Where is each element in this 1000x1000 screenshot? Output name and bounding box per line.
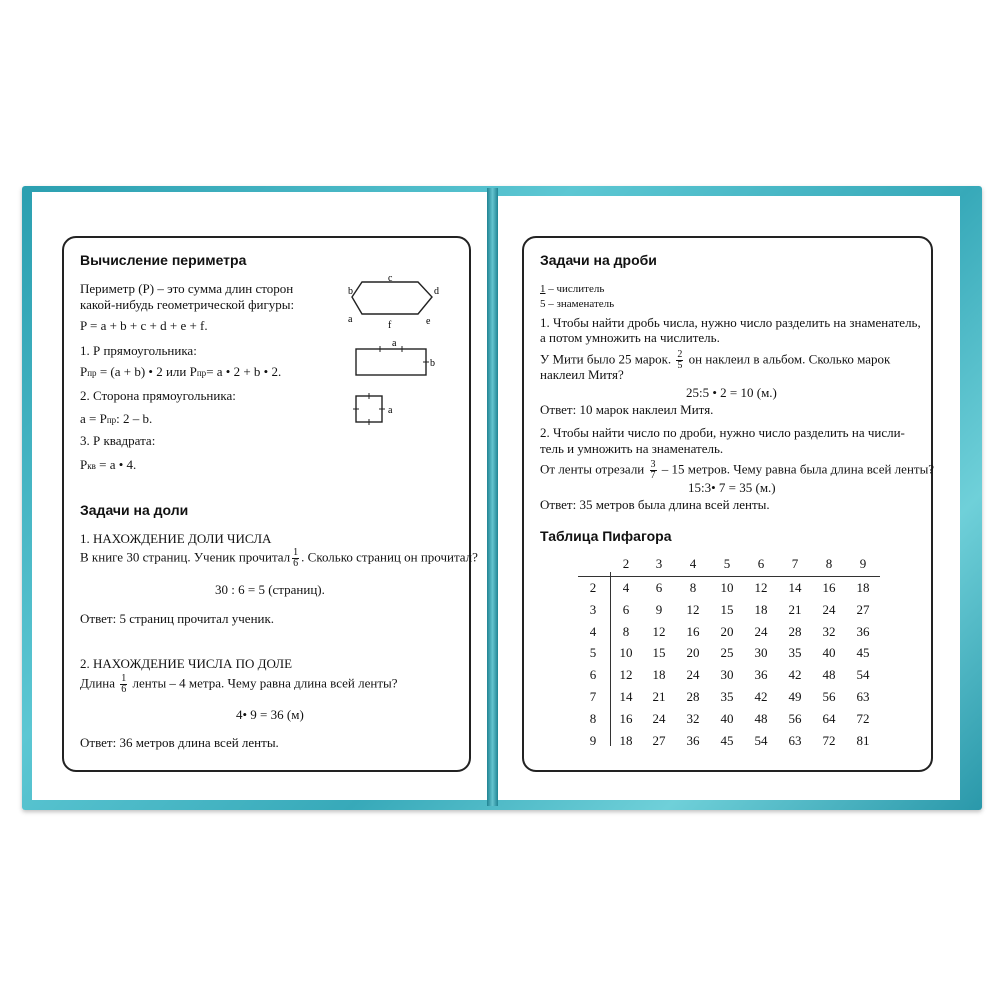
table-cell: 8 <box>622 623 630 639</box>
table-cell: 18 <box>856 580 870 595</box>
table-header-cell: 6 <box>757 556 765 571</box>
square-figure <box>350 392 400 428</box>
table-cell: 32 <box>822 623 836 639</box>
hex-label-b: b <box>348 286 353 297</box>
hex-label-c: c <box>388 273 393 284</box>
shares-section1-answer: Ответ: 5 страниц прочитал ученик. <box>80 611 275 626</box>
table-cell: 45 <box>720 732 734 748</box>
hex-label-e: e <box>426 316 431 327</box>
table-cell: 40 <box>720 710 734 726</box>
table-cell: 15 <box>720 601 734 617</box>
table-cell: 30 <box>754 645 768 661</box>
shares-section2-heading: 2. НАХОЖДЕНИЕ ЧИСЛА ПО ДОЛЕ <box>80 656 293 671</box>
table-cell: 28 <box>686 689 700 704</box>
table-cell: 25 <box>720 645 734 661</box>
table-cell: 9 <box>655 601 663 617</box>
shares-section2-answer: Ответ: 36 метров длина всей ленты. <box>80 735 279 750</box>
pythagoras-table <box>578 556 883 751</box>
table-row-header-cell: 9 <box>589 732 597 748</box>
example2-answer: Ответ: 35 метров была длина всей ленты. <box>540 497 770 512</box>
table-header-cell: 7 <box>791 556 799 571</box>
table-cell: 12 <box>652 623 666 639</box>
table-cell: 81 <box>856 732 870 748</box>
table-cell: 16 <box>619 710 633 726</box>
table-cell: 42 <box>788 667 802 683</box>
table-cell: 12 <box>754 580 768 595</box>
table-row-header-cell: 4 <box>589 623 597 639</box>
rule1-line1: 1. Чтобы найти дробь числа, нужно число разделить на знаменатель, <box>540 315 921 330</box>
table-cell: 10 <box>720 580 734 595</box>
table-cell: 36 <box>754 667 768 683</box>
table-cell: 30 <box>720 667 734 683</box>
table-cell: 12 <box>619 667 633 683</box>
table-cell: 48 <box>822 667 836 683</box>
shares-title: Задачи на доли <box>80 502 189 518</box>
table-cell: 32 <box>686 710 700 726</box>
table-cell: 40 <box>822 645 836 661</box>
shares-section2-calc: 4• 9 = 36 (м) <box>236 707 304 722</box>
table-cell: 4 <box>622 580 630 595</box>
table-row-header-cell: 2 <box>589 580 597 595</box>
rule2-line2: тель и умножить на знаменатель. <box>540 441 724 456</box>
table-row-header-cell: 7 <box>589 689 597 704</box>
table-cell: 18 <box>754 601 768 617</box>
numerator-legend: 1 – числитель <box>540 283 605 295</box>
shares-section1-heading: 1. НАХОЖДЕНИЕ ДОЛИ ЧИСЛА <box>80 531 272 546</box>
book-spine <box>487 188 498 806</box>
rect-label-b: b <box>430 358 435 369</box>
table-cell: 56 <box>788 710 802 726</box>
example1-line2: наклеил Митя? <box>540 367 624 382</box>
example2-line1: От ленты отрезали $\frac{3}{7}$ – 15 метров. Чему равна была длина всей ленты? <box>540 459 935 481</box>
shares-section1-problem: В книге 30 страниц. Ученик прочитал $\frac{1}{6}$ . Сколько страниц он прочитал? <box>80 547 478 569</box>
rectangle-side-formula: a = Pпр: 2 – b. <box>80 411 153 426</box>
table-cell: 16 <box>822 580 836 595</box>
rule2-line1: 2. Чтобы найти число по дроби, нужно число разделить на числи- <box>540 425 905 440</box>
example1-answer: Ответ: 10 марок наклеил Митя. <box>540 402 714 417</box>
rectangle-side-heading: 2. Сторона прямоугольника: <box>80 388 236 403</box>
table-cell: 14 <box>619 689 633 704</box>
table-cell: 18 <box>619 732 633 748</box>
table-header-cell: 3 <box>655 556 663 571</box>
rectangle-perimeter-heading: 1. Р прямоугольника: <box>80 343 197 358</box>
table-cell: 72 <box>822 732 836 748</box>
table-cell: 45 <box>856 645 870 661</box>
table-cell: 49 <box>788 689 802 704</box>
table-cell: 24 <box>652 710 666 726</box>
table-cell: 6 <box>655 580 663 595</box>
table-cell: 35 <box>720 689 734 704</box>
table-cell: 54 <box>754 732 768 748</box>
table-cell: 16 <box>686 623 700 639</box>
table-cell: 21 <box>652 689 666 704</box>
table-cell: 18 <box>652 667 666 683</box>
table-cell: 27 <box>856 601 870 617</box>
table-cell: 54 <box>856 667 870 683</box>
table-cell: 56 <box>822 689 836 704</box>
table-row-header-cell: 6 <box>589 667 597 683</box>
table-cell: 27 <box>652 732 666 748</box>
table-cell: 72 <box>856 710 870 726</box>
table-cell: 63 <box>856 689 870 704</box>
perimeter-title: Вычисление периметра <box>80 252 247 268</box>
table-cell: 21 <box>788 601 802 617</box>
hexagon-figure <box>340 272 450 334</box>
shares-section2-problem: Длина $\frac{1}{6}$ ленты – 4 метра. Чему равна длина всей ленты? <box>80 673 398 695</box>
square-perimeter-heading: 3. Р квадрата: <box>80 433 156 448</box>
rectangle-perimeter-formula: Pпр = (a + b) • 2 или Pпр= a • 2 + b • 2. <box>80 364 282 379</box>
table-cell: 63 <box>788 732 802 748</box>
table-cell: 14 <box>788 580 802 595</box>
perimeter-definition-line1: Периметр (Р) – это сумма длин сторон <box>80 281 294 296</box>
table-cell: 15 <box>652 645 666 661</box>
shares-section1-calc: 30 : 6 = 5 (страниц). <box>215 582 325 597</box>
pythagoras-title: Таблица Пифагора <box>540 528 672 544</box>
table-cell: 24 <box>754 623 768 639</box>
table-cell: 36 <box>856 623 870 639</box>
table-cell: 12 <box>686 601 700 617</box>
example2-calc: 15:3• 7 = 35 (м.) <box>688 480 776 495</box>
table-header-cell: 5 <box>723 556 731 571</box>
table-cell: 20 <box>686 645 700 661</box>
table-row-header-cell: 5 <box>589 645 597 661</box>
hex-label-f: f <box>388 320 392 331</box>
example1-line1: У Мити было 25 марок. $\frac{2}{5}$ он наклеил в альбом. Сколько марок <box>540 349 891 371</box>
table-header-cell: 9 <box>859 556 867 571</box>
table-cell: 28 <box>788 623 802 639</box>
table-header-cell: 8 <box>825 556 833 571</box>
hex-label-d: d <box>434 286 439 297</box>
table-cell: 10 <box>619 645 633 661</box>
perimeter-formula: P = a + b + c + d + e + f. <box>80 318 208 333</box>
table-header-cell: 4 <box>689 556 697 571</box>
table-horizontal-divider <box>578 576 880 577</box>
table-cell: 36 <box>686 732 700 748</box>
example1-calc: 25:5 • 2 = 10 (м.) <box>686 385 777 400</box>
table-cell: 20 <box>720 623 734 639</box>
fractions-title: Задачи на дроби <box>540 252 657 268</box>
square-perimeter-formula: Pкв = a • 4. <box>80 457 137 472</box>
table-row-header-cell: 8 <box>589 710 597 726</box>
perimeter-definition-line2: какой-нибудь геометрической фигуры: <box>80 297 295 312</box>
rect-label-a: a <box>392 338 397 349</box>
table-row-header-cell: 3 <box>589 601 597 617</box>
rectangle-figure <box>350 336 440 378</box>
table-cell: 24 <box>686 667 700 683</box>
table-header-cell: 2 <box>622 556 630 571</box>
hex-label-a: a <box>348 314 353 325</box>
square-label-a: a <box>388 405 393 416</box>
table-cell: 8 <box>689 580 697 595</box>
rule1-line2: а потом умножить на числитель. <box>540 330 720 345</box>
table-cell: 24 <box>822 601 836 617</box>
denominator-legend: 5 – знаменатель <box>540 298 615 310</box>
table-cell: 35 <box>788 645 802 661</box>
table-cell: 6 <box>622 601 630 617</box>
table-cell: 48 <box>754 710 768 726</box>
table-cell: 64 <box>822 710 836 726</box>
table-cell: 42 <box>754 689 768 704</box>
